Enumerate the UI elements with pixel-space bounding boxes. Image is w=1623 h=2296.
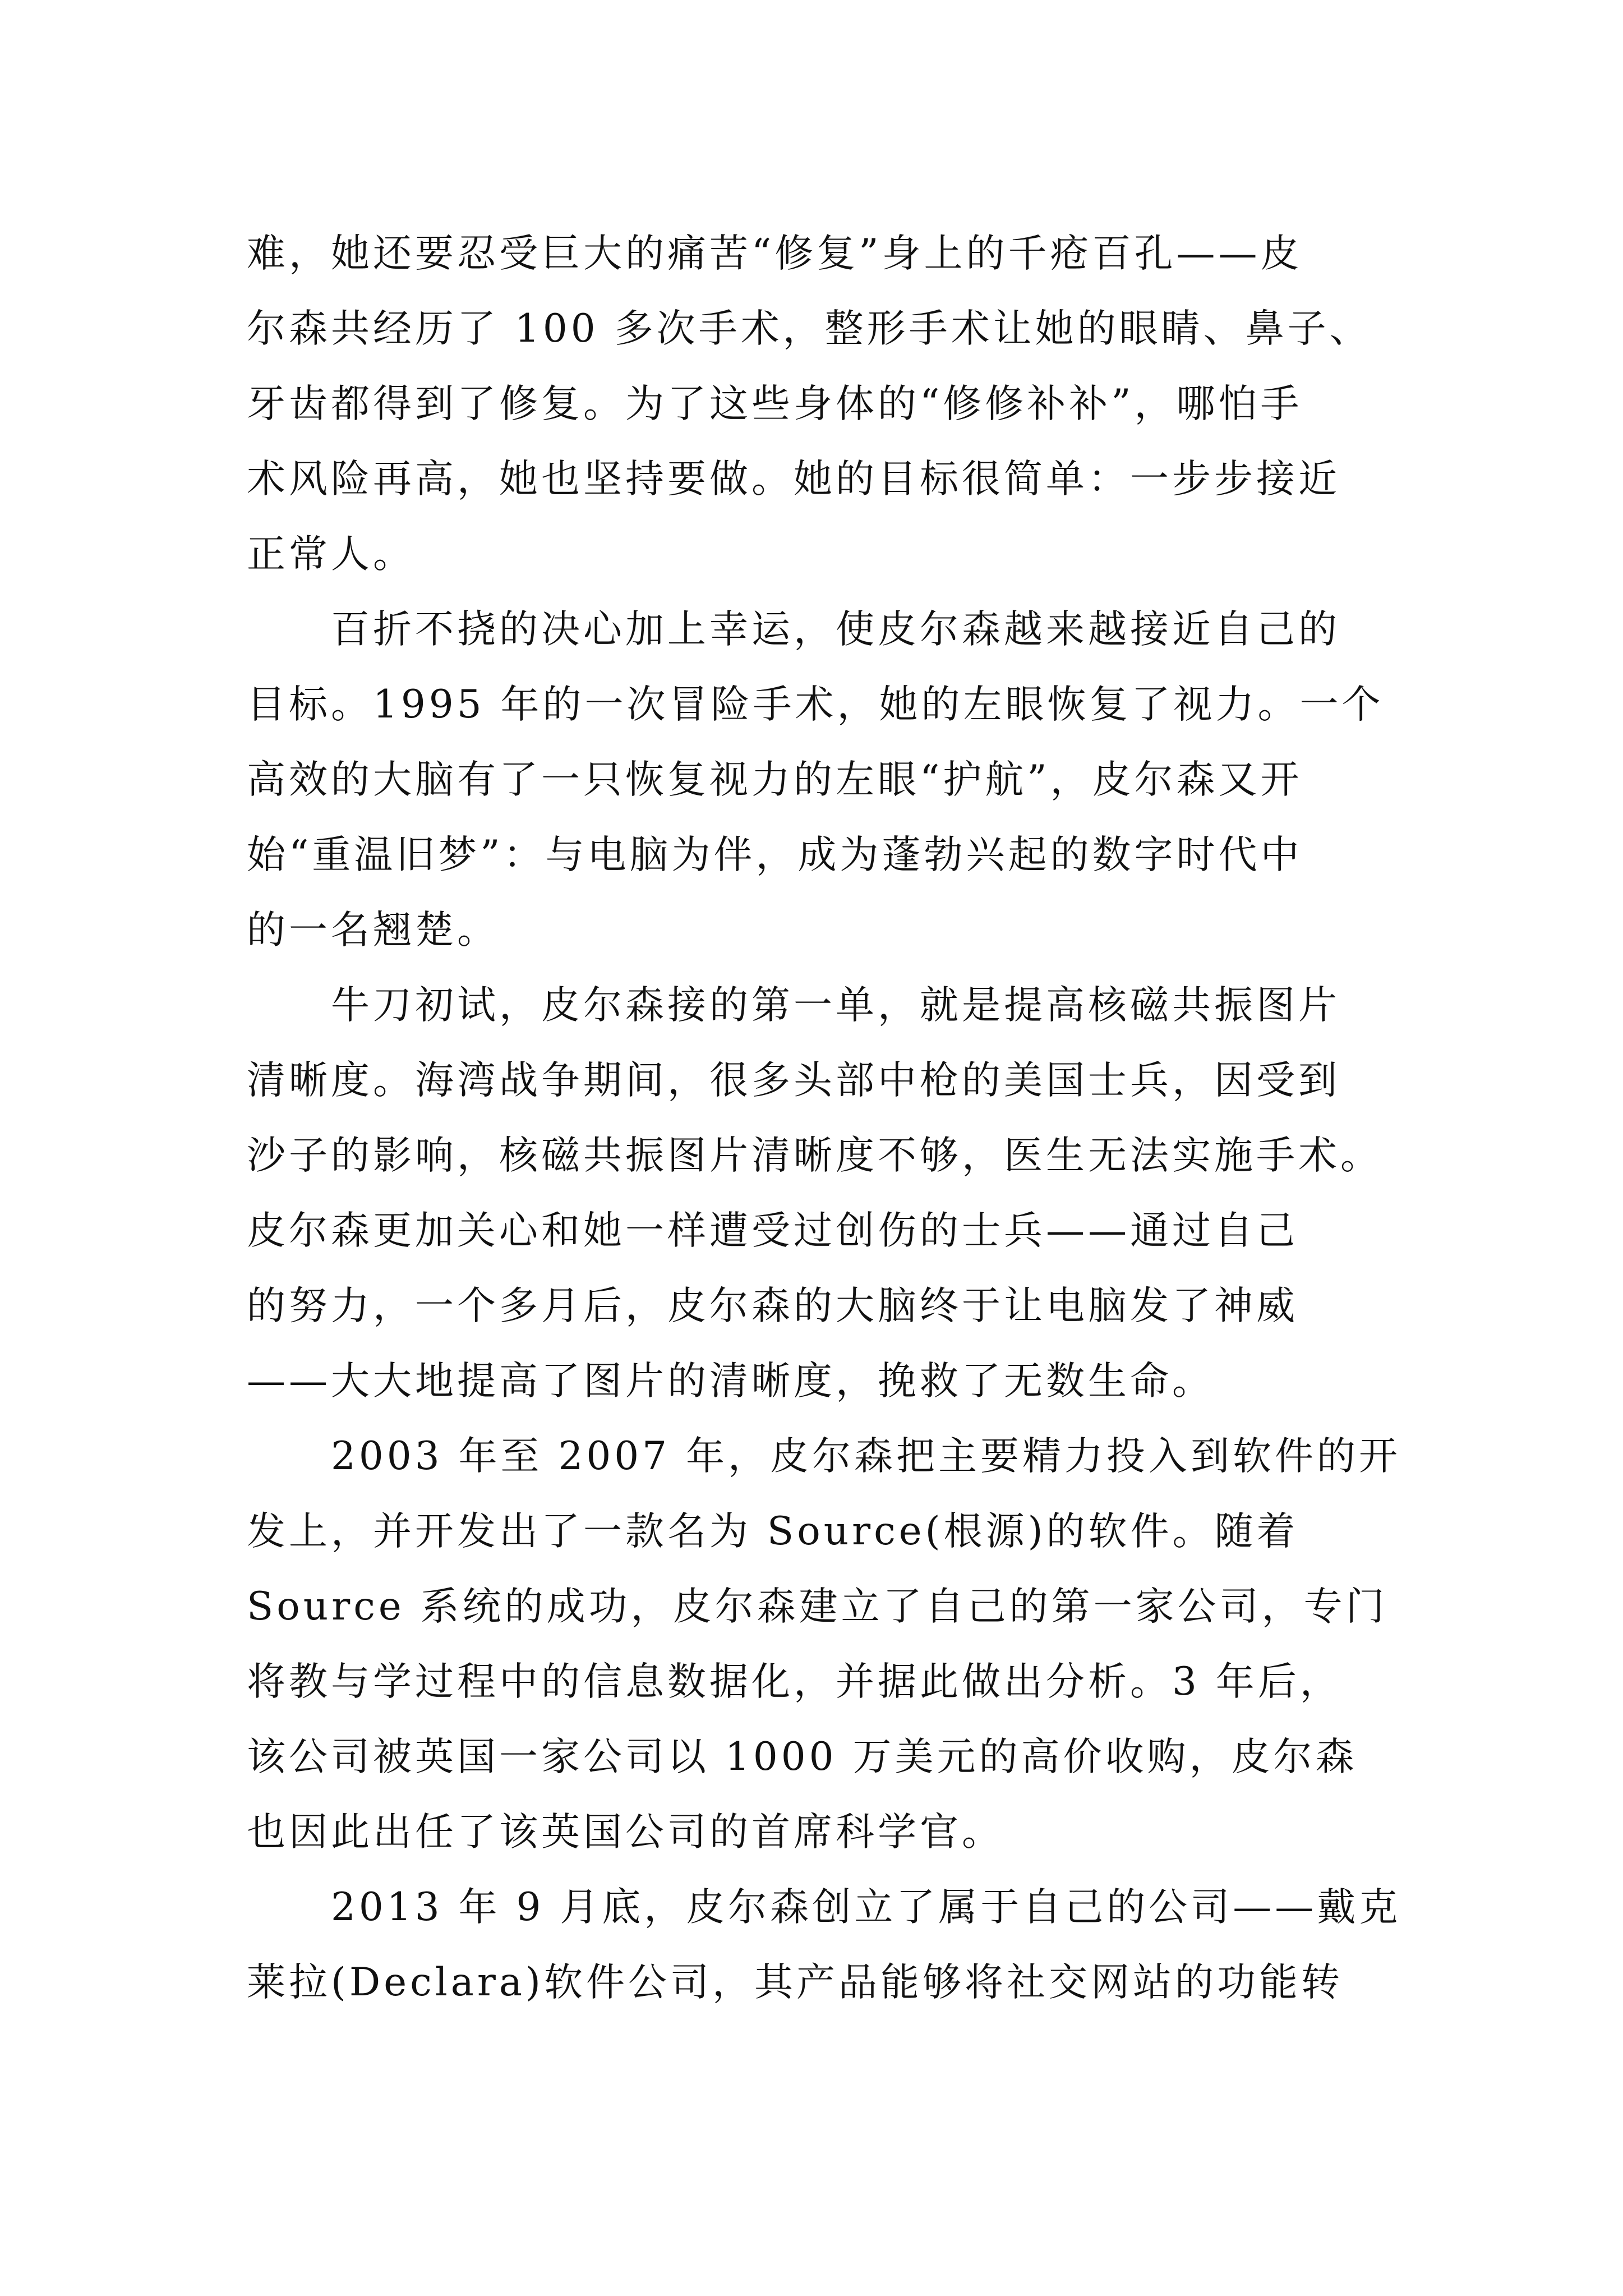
text-line: 莱拉(Declara)软件公司，其产品能够将社交网站的功能转 [247, 1960, 1343, 2005]
paragraph-first-line: 牛刀初试，皮尔森接的第一单，就是提高核磁共振图片 [331, 983, 1340, 1028]
text-line: 的努力，一个多月后，皮尔森的大脑终于让电脑发了神威 [247, 1283, 1298, 1328]
text-line: 高效的大脑有了一只恢复视力的左眼“护航”，皮尔森又开 [247, 757, 1303, 802]
text-line: 目标。1995 年的一次冒险手术，她的左眼恢复了视力。一个 [247, 682, 1384, 727]
text-line: ——大大地提高了图片的清晰度，挽救了无数生命。 [247, 1359, 1214, 1404]
text-line: 发上，并开发出了一款名为 Source(根源)的软件。随着 [247, 1509, 1299, 1554]
text-line: 皮尔森更加关心和她一样遭受过创伤的士兵——通过自己 [247, 1208, 1298, 1253]
paragraph-first-line: 百折不挠的决心加上幸运，使皮尔森越来越接近自己的 [331, 607, 1340, 652]
text-line: 术风险再高，她也坚持要做。她的目标很简单：一步步接近 [247, 457, 1340, 501]
text-line: 将教与学过程中的信息数据化，并据此做出分析。3 年后， [247, 1659, 1342, 1704]
text-line: 难，她还要忍受巨大的痛苦“修复”身上的千疮百孔——皮 [247, 231, 1303, 276]
text-line: 沙子的影响，核磁共振图片清晰度不够，医生无法实施手术。 [247, 1133, 1382, 1178]
text-line: 正常人。 [247, 532, 415, 577]
text-line: 清晰度。海湾战争期间，很多头部中枪的美国士兵，因受到 [247, 1058, 1340, 1103]
paragraph-first-line: 2013 年 9 月底，皮尔森创立了属于自己的公司——戴克 [331, 1885, 1401, 1930]
paragraph-first-line: 2003 年至 2007 年，皮尔森把主要精力投入到软件的开 [331, 1434, 1401, 1479]
text-line: Source 系统的成功，皮尔森建立了自己的第一家公司，专门 [247, 1584, 1388, 1629]
text-line: 也因此出任了该英国公司的首席科学官。 [247, 1810, 1004, 1855]
text-line: 该公司被英国一家公司以 1000 万美元的高价收购，皮尔森 [247, 1734, 1358, 1779]
text-line: 牙齿都得到了修复。为了这些身体的“修修补补”，哪怕手 [247, 381, 1303, 426]
text-line: 的一名翘楚。 [247, 908, 499, 953]
text-line: 始“重温旧梦”：与电脑为伴，成为蓬勃兴起的数字时代中 [247, 832, 1303, 877]
text-line: 尔森共经历了 100 多次手术，整形手术让她的眼睛、鼻子、 [247, 306, 1372, 351]
body-text [247, 216, 1401, 2020]
